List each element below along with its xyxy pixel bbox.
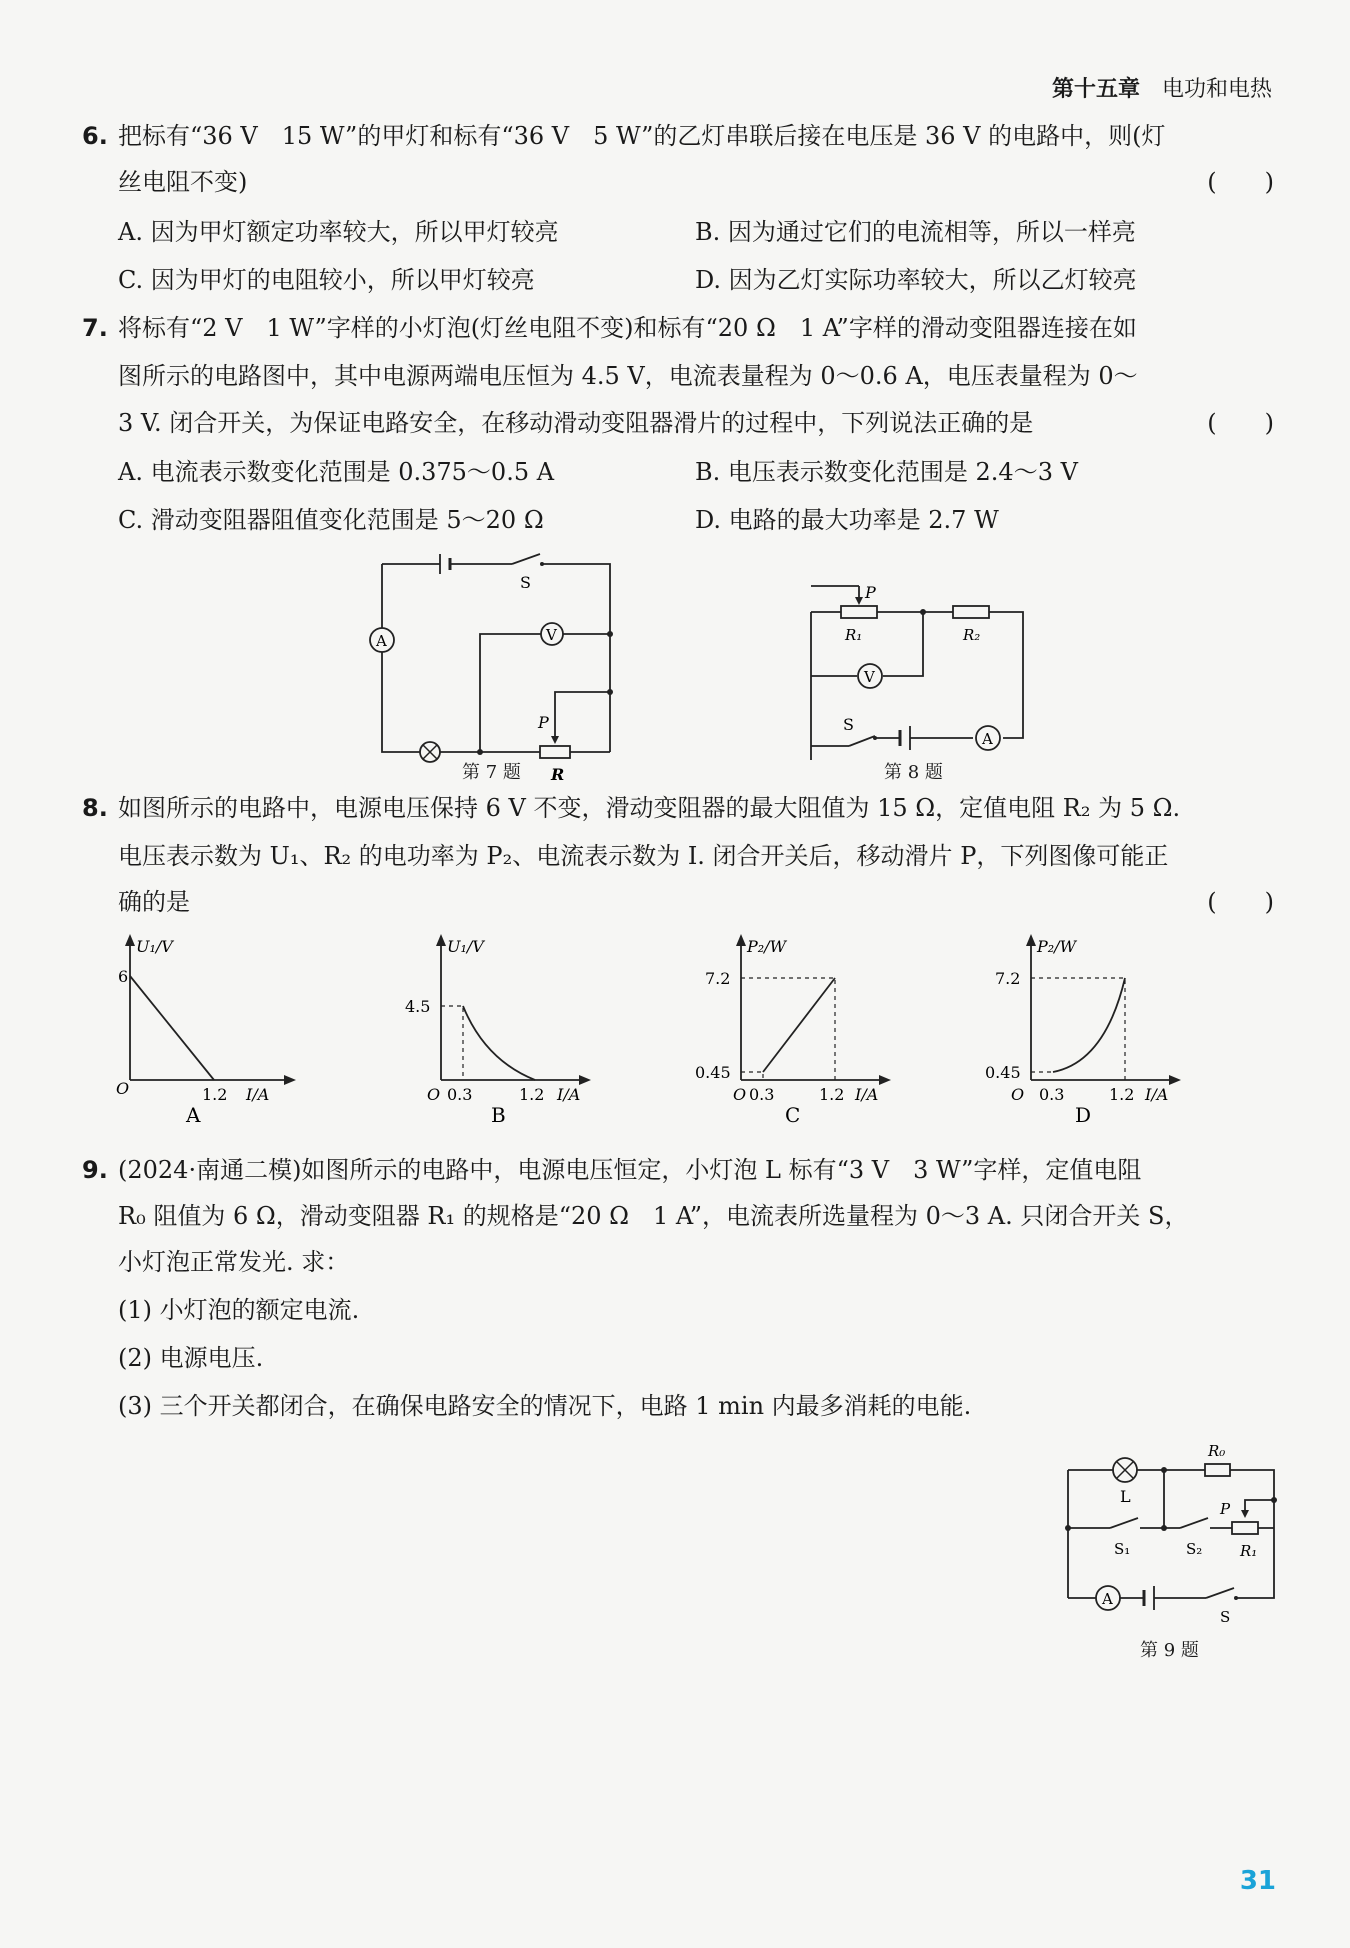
q9-sub3: (3) 三个开关都闭合，在确保电路安全的情况下，电路 1 min 内最多消耗的电能. [118,1392,972,1420]
chapter-title: 电功和电热 [1161,77,1272,102]
fig7-ammeter-label: A [376,632,387,650]
q6-line2: 丝电阻不变) [118,168,248,196]
q9-sub2: (2) 电源电压. [118,1344,264,1372]
chapter-number: 第十五章 [1051,77,1140,102]
q8-graph-d-ylabel: P₂/W [1037,937,1077,956]
fig8-caption: 第 8 题 [884,762,943,783]
fig7-caption: 第 7 题 [462,762,521,783]
q7-number: 7. [82,314,108,342]
q8-graph-b-letter: B [491,1103,506,1127]
q8-graph-c-origin: O [733,1085,747,1104]
q8-graph-c-ytick-2: 0.45 [695,1063,731,1082]
q8-graph-d-ytick-2: 0.45 [985,1063,1021,1082]
q8-graph-a-letter: A [186,1103,201,1127]
fig8-switch-label: S [843,715,854,734]
q8-graph-b-origin: O [427,1085,441,1104]
fig8-slider-label: P [865,583,876,602]
q8-graph-a [110,930,310,1127]
q8-graph-c-xlabel: I/A [855,1085,879,1104]
q8-line2: 电压表示数为 U₁、R₂ 的电功率为 P₂、电流表示数为 I. 闭合开关后，移动滑片 P，下列图像可能正 [118,842,1169,870]
fig8-r2-label: R₂ [963,626,981,644]
q8-graph-c-xtick-2: 1.2 [819,1085,845,1104]
q8-graph-a-ylabel: U₁/V [136,937,173,956]
q6-line1: 把标有“36 V 15 W”的甲灯和标有“36 V 5 W”的乙灯串联后接在电压是 36 V 的电路中，则(灯 [118,122,1166,150]
q8-graph-d [985,930,1185,1127]
fig7-rheostat-icon [540,746,570,758]
q8-graph-b-xtick-1: 0.3 [447,1085,473,1104]
q8-graph-b [405,930,605,1127]
page-number: 31 [1239,1866,1276,1896]
fig9-circuit [1060,1436,1290,1626]
q6-option-b: B. 因为通过它们的电流相等，所以一样亮 [695,218,1136,246]
fig8-voltmeter-label: V [864,668,875,686]
q8-graph-a-xtick: 1.2 [202,1085,228,1104]
q8-graph-a-ytick: 6 [118,967,129,986]
q7-option-b: B. 电压表示数变化范围是 2.4～3 V [695,458,1078,486]
q8-graph-b-xlabel: I/A [557,1085,581,1104]
q8-graph-d-ytick-1: 7.2 [995,969,1021,988]
q8-graph-c-letter: C [785,1103,801,1127]
q9-line1: (2024·南通二模)如图所示的电路中，电源电压恒定，小灯泡 L 标有“3 V 3 W”字样，定值电阻 [118,1156,1142,1184]
q7-line1: 将标有“2 V 1 W”字样的小灯泡(灯丝电阻不变)和标有“20 Ω 1 A”字样的滑动变阻器连接在如 [118,314,1137,342]
fig8-circuit [805,580,1035,750]
fig9-slider-label: P [1220,1500,1231,1518]
q8-graph-a-xlabel: I/A [246,1085,270,1104]
q8-graph-b-xtick-2: 1.2 [519,1085,545,1104]
q6-option-d: D. 因为乙灯实际功率较大，所以乙灯较亮 [695,266,1137,294]
fig9-resistor-r0-icon [1205,1464,1230,1476]
fig8-rheostat-r1-icon [841,606,877,618]
q8-number: 8. [82,794,108,822]
q8-answer-paren: ( ) [1207,888,1274,916]
fig7-rheostat-label: R [551,765,565,784]
fig9-caption: 第 9 题 [1140,1640,1199,1661]
fig9-r1-label: R₁ [1240,1542,1258,1560]
q6-option-a: A. 因为甲灯额定功率较大，所以甲灯较亮 [118,218,559,246]
q8-graph-d-xtick-2: 1.2 [1109,1085,1135,1104]
fig8-ammeter-label: A [982,730,993,748]
q6-answer-paren: ( ) [1207,168,1274,196]
q6-option-c: C. 因为甲灯的电阻较小，所以甲灯较亮 [118,266,535,294]
fig9-lamp-label: L [1120,1487,1131,1506]
fig7-voltmeter-label: V [546,626,557,644]
q8-graph-b-ylabel: U₁/V [447,937,484,956]
q7-answer-paren: ( ) [1207,409,1274,437]
q6-number: 6. [82,122,108,150]
q7-option-a: A. 电流表示数变化范围是 0.375～0.5 A [118,458,555,486]
q8-graph-a-origin: O [116,1079,130,1098]
q8-graph-d-xtick-1: 0.3 [1039,1085,1065,1104]
q8-graph-c-ytick-1: 7.2 [705,969,731,988]
q8-graph-c [695,930,895,1127]
fig7-switch-label: S [520,573,531,592]
fig9-rheostat-r1-icon [1232,1522,1258,1534]
fig8-resistor-r2-icon [953,606,989,618]
q8-graph-c-ylabel: P₂/W [747,937,787,956]
fig9-ammeter-label: A [1102,1590,1113,1608]
q9-line3: 小灯泡正常发光. 求： [118,1248,350,1276]
q8-line3: 确的是 [118,888,190,916]
q8-graph-d-xlabel: I/A [1145,1085,1169,1104]
q7-option-c: C. 滑动变阻器阻值变化范围是 5～20 Ω [118,506,544,534]
fig7-slider-label: P [538,713,549,732]
q8-graph-c-xtick-1: 0.3 [749,1085,775,1104]
q7-option-d: D. 电路的最大功率是 2.7 W [695,506,999,534]
q7-line2: 图所示的电路图中，其中电源两端电压恒为 4.5 V，电流表量程为 0～0.6 A，电压表量程为 0～ [118,362,1138,390]
q8-graph-d-letter: D [1075,1103,1092,1127]
fig9-r0-label: R₀ [1208,1442,1226,1460]
fig8-r1-label: R₁ [845,626,863,644]
fig9-switch-label: S [1220,1608,1231,1626]
q8-line1: 如图所示的电路中，电源电压保持 6 V 不变，滑动变阻器的最大阻值为 15 Ω，定值电阻 R₂ 为 5 Ω. [118,794,1181,822]
fig9-s1-label: S₁ [1114,1540,1131,1558]
q8-graph-d-origin: O [1011,1085,1025,1104]
q9-line2: R₀ 阻值为 6 Ω，滑动变阻器 R₁ 的规格是“20 Ω 1 A”，电流表所选量程为 0～3 A. 只闭合开关 S， [118,1202,1189,1230]
page-header [1052,72,1272,103]
q8-graph-b-ytick: 4.5 [405,997,431,1016]
q9-sub1: (1) 小灯泡的额定电流. [118,1296,360,1324]
fig9-s2-label: S₂ [1186,1540,1203,1558]
q9-number: 9. [82,1156,108,1184]
q7-line3: 3 V. 闭合开关，为保证电路安全，在移动滑动变阻器滑片的过程中，下列说法正确的是 [118,409,1034,437]
